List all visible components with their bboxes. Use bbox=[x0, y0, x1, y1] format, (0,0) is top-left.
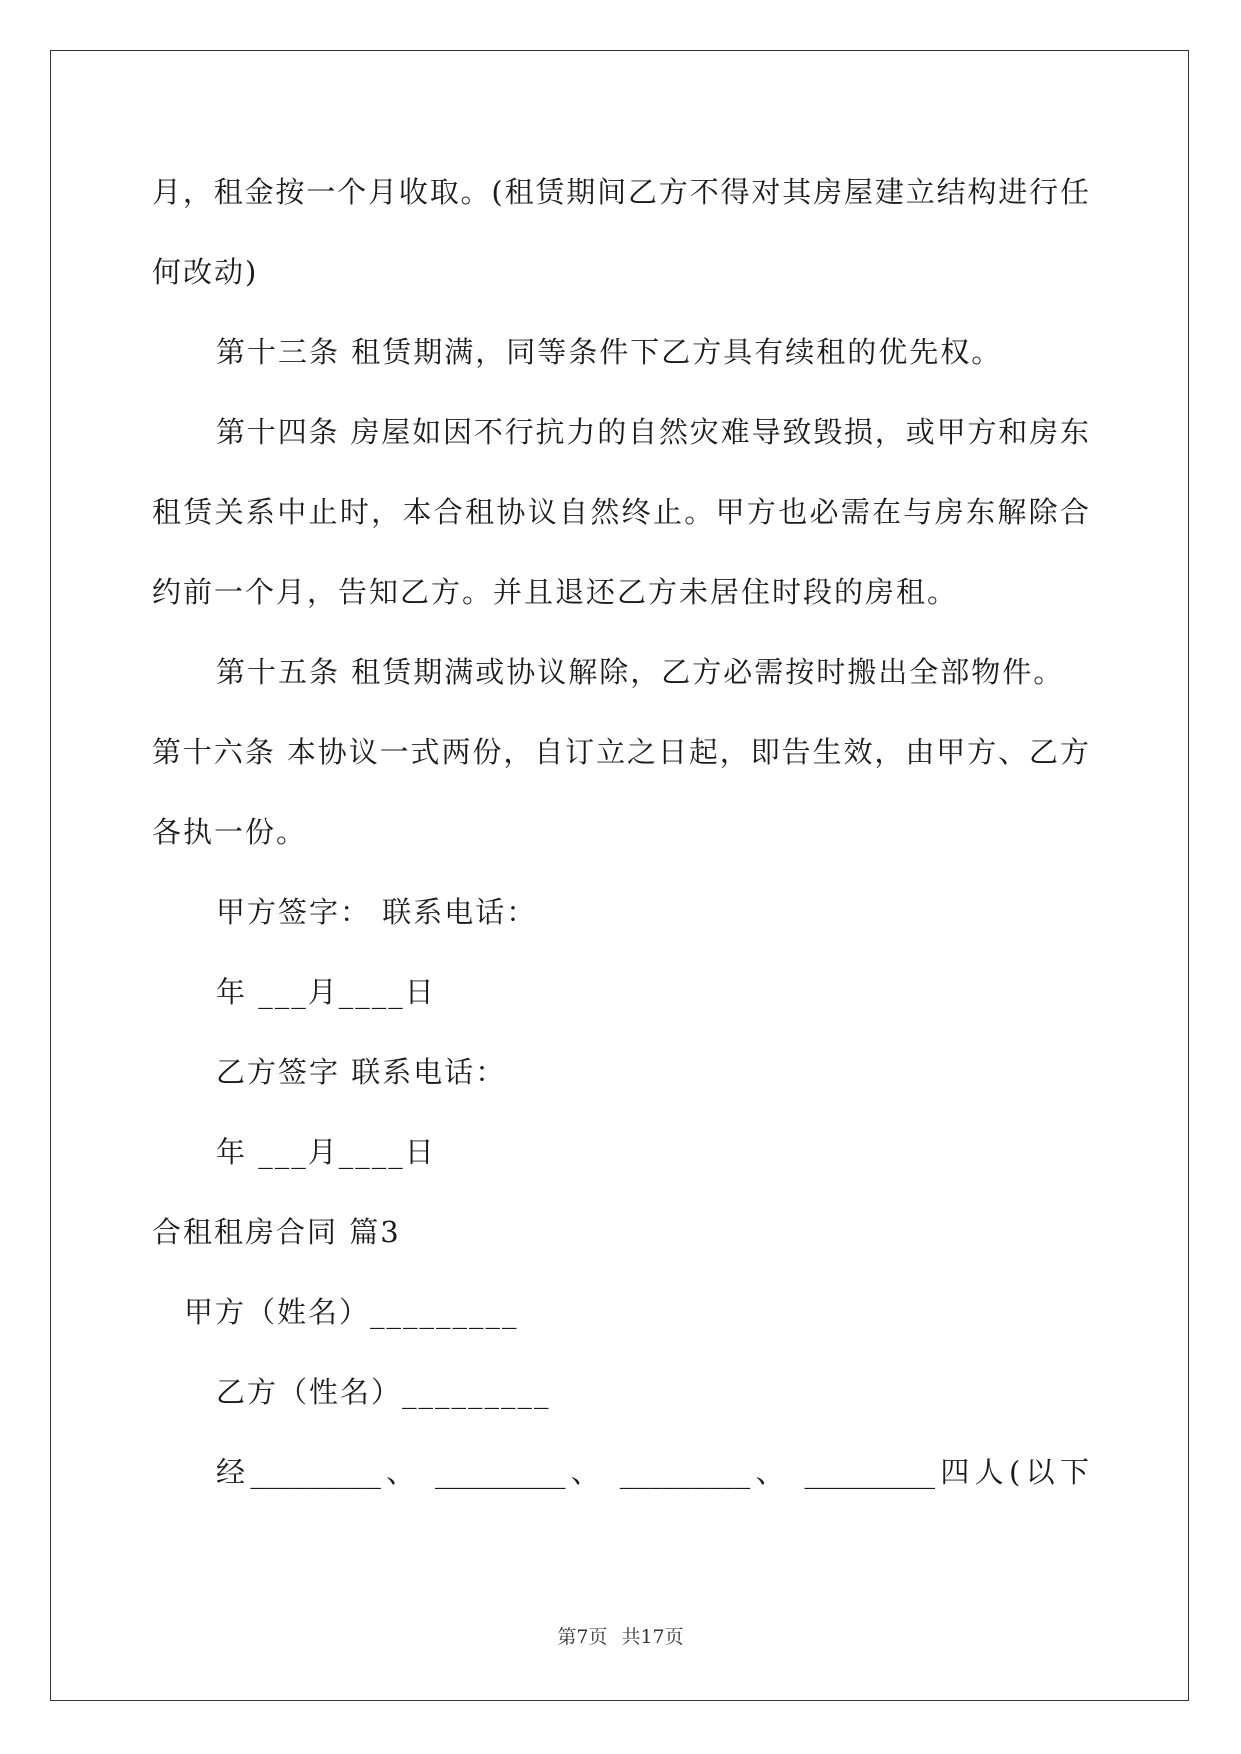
parties-line: 经_________、 _________、 _________、 _________四人(以下 bbox=[216, 1455, 1089, 1489]
party-b-signature: 乙方签字 联系电话： bbox=[216, 1055, 507, 1089]
article-15: 第十五条 租赁期满或协议解除，乙方必需按时搬出全部物件。 bbox=[216, 655, 1065, 689]
party-a-name: 甲方（姓名）_________ bbox=[184, 1295, 519, 1329]
article-14: 第十四条 房屋如因不行抗力的自然灾难导致毁损，或甲方和房东 bbox=[216, 415, 1089, 449]
body-line-5: 租赁关系中止时，本合租协议自然终止。甲方也必需在与房东解除合 bbox=[152, 495, 1089, 529]
body-line-2: 何改动) bbox=[152, 255, 259, 289]
party-b-date: 年 ___月____日 bbox=[216, 1135, 436, 1169]
body-line-6: 约前一个月，告知乙方。并且退还乙方未居住时段的房租。 bbox=[152, 575, 959, 609]
page-total: 共17页 bbox=[621, 1626, 684, 1648]
page-border bbox=[50, 50, 1189, 1701]
party-a-date: 年 ___月____日 bbox=[216, 975, 436, 1009]
article-13: 第十三条 租赁期满，同等条件下乙方具有续租的优先权。 bbox=[216, 335, 1003, 369]
page-number: 第7页 bbox=[557, 1626, 608, 1648]
body-line-9: 各执一份。 bbox=[152, 815, 308, 849]
body-line-1: 月，租金按一个月收取。(租赁期间乙方不得对其房屋建立结构进行任 bbox=[152, 175, 1089, 209]
party-b-name: 乙方（性名）_________ bbox=[216, 1375, 551, 1409]
article-16: 第十六条 本协议一式两份，自订立之日起，即告生效，由甲方、乙方 bbox=[152, 735, 1089, 769]
section-heading: 合租租房合同 篇3 bbox=[152, 1215, 401, 1249]
page-footer bbox=[0, 1622, 1241, 1649]
party-a-signature: 甲方签字： 联系电话： bbox=[216, 895, 538, 929]
